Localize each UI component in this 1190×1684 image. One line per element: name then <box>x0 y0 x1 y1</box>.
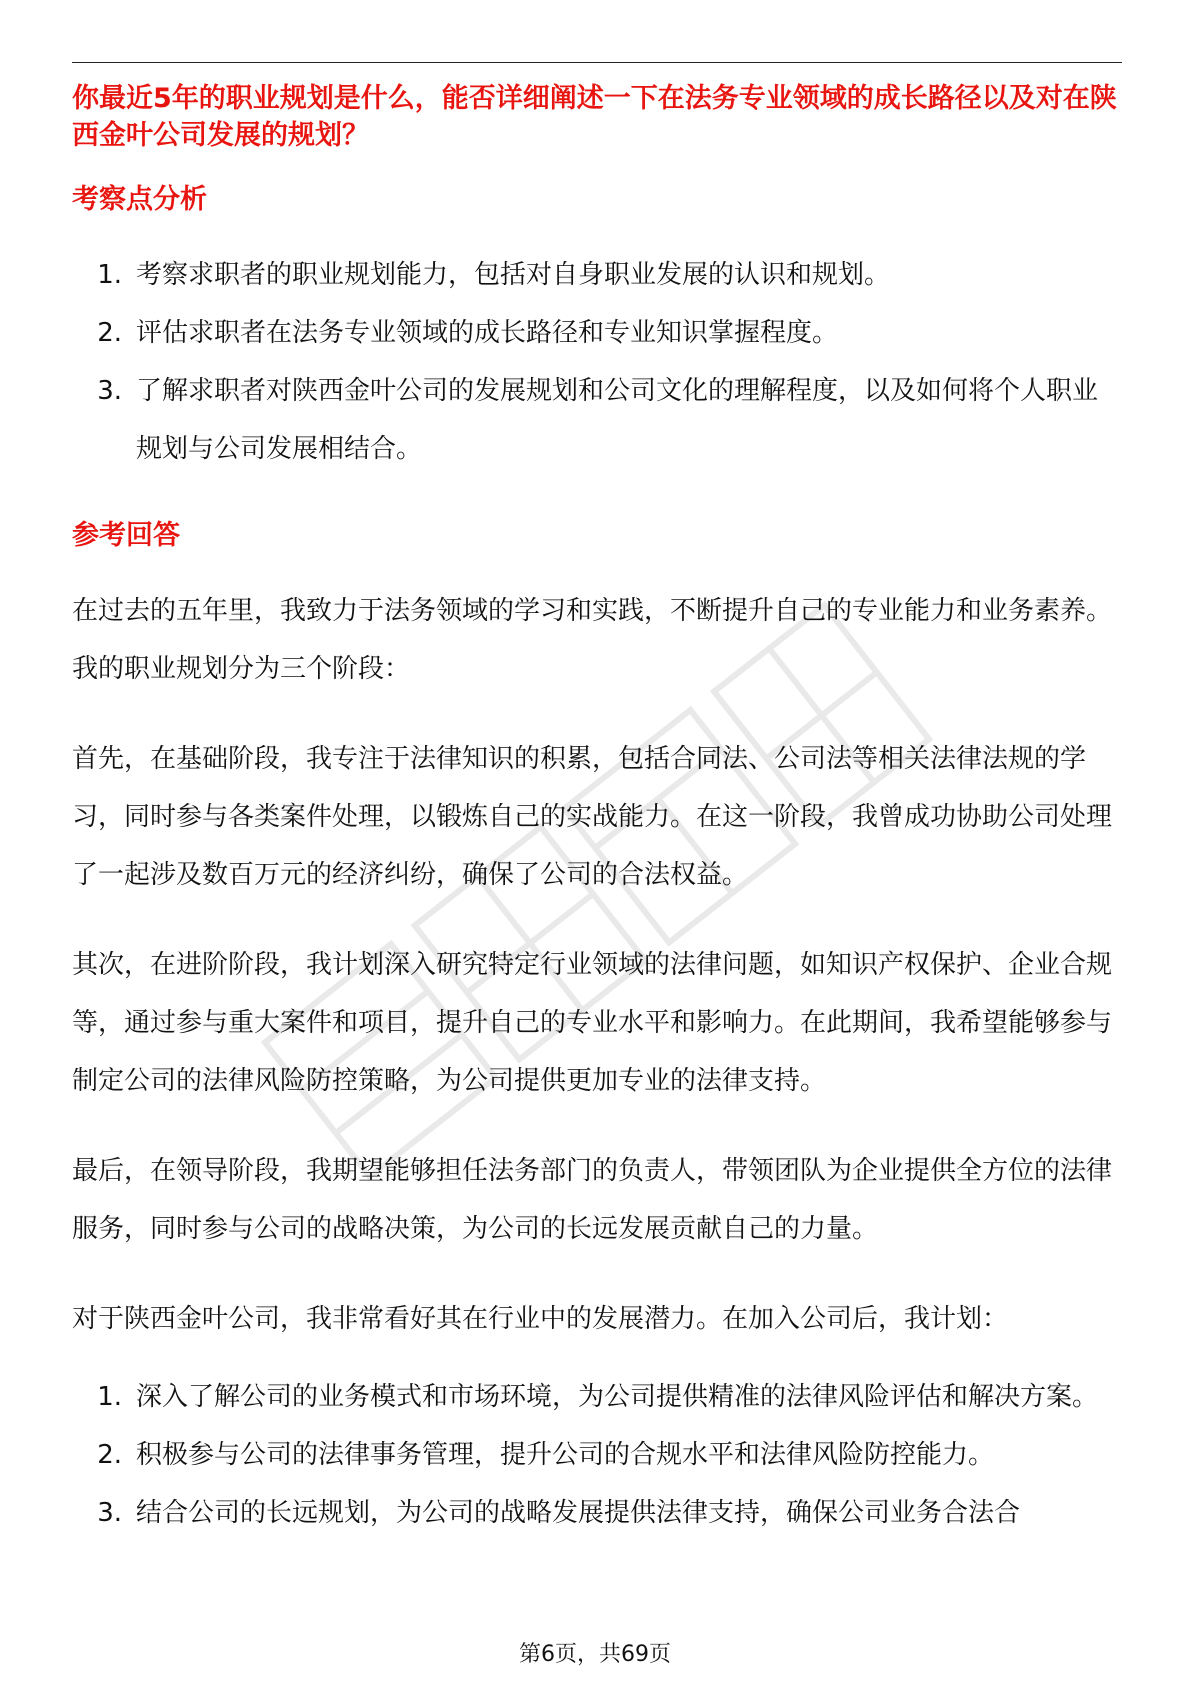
plan-list <box>72 1368 1122 1542</box>
list-number: 1. <box>97 260 122 290</box>
answer-paragraph: 对于陕西金叶公司，我非常看好其在行业中的发展潜力。在加入公司后，我计划： <box>72 1304 1009 1334</box>
list-text: 结合公司的长远规划，为公司的战略发展提供法律支持，确保公司业务合法合 <box>136 1498 1021 1528</box>
list-number: 1. <box>97 1382 122 1412</box>
answer-paragraph: 其次，在进阶阶段，我计划深入研究特定行业领域的法律问题，如知识产权保护、企业合规等，通过参与重大案件和项目，提升自己的专业水平和影响力。在此期间，我希望能够参与制定公司的法律风险防控策略，为公司提供更加专业的法律支持。 <box>72 950 1113 1096</box>
list-item <box>72 362 1122 478</box>
list-text: 深入了解公司的业务模式和市场环境，为公司提供精准的法律风险评估和解决方案。 <box>136 1382 1099 1412</box>
list-text: 了解求职者对陕西金叶公司的发展规划和公司文化的理解程度，以及如何将个人职业规划与公司发展相结合。 <box>136 376 1099 464</box>
list-number: 2. <box>97 1440 122 1470</box>
analysis-list <box>72 246 1122 478</box>
header-rule <box>72 62 1122 63</box>
list-item <box>72 304 1122 362</box>
answer-title: 参考回答 <box>72 520 180 551</box>
list-item <box>72 246 1122 304</box>
question-heading: 你最近5年的职业规划是什么，能否详细阐述一下在法务专业领域的成长路径以及对在陕西金叶公司发展的规划？ <box>72 83 1117 151</box>
list-number: 2. <box>97 318 122 348</box>
analysis-title: 考察点分析 <box>72 184 207 215</box>
answer-paragraph: 首先，在基础阶段，我专注于法律知识的积累，包括合同法、公司法等相关法律法规的学习，同时参与各类案件处理，以锻炼自己的实战能力。在这一阶段，我曾成功协助公司处理了一起涉及数百万元的经济纠纷，确保了公司的合法权益。 <box>72 744 1113 890</box>
list-number: 3. <box>97 1498 122 1528</box>
list-text: 积极参与公司的法律事务管理，提升公司的合规水平和法律风险防控能力。 <box>136 1440 995 1470</box>
list-item <box>72 1484 1122 1542</box>
page-footer: 第6页，共69页 <box>519 1642 671 1667</box>
list-item <box>72 1426 1122 1484</box>
answer-paragraph: 在过去的五年里，我致力于法务领域的学习和实践，不断提升自己的专业能力和业务素养。我的职业规划分为三个阶段： <box>72 596 1113 684</box>
document-body <box>72 80 1122 1582</box>
list-text: 评估求职者在法务专业领域的成长路径和专业知识掌握程度。 <box>136 318 839 348</box>
list-text: 考察求职者的职业规划能力，包括对自身职业发展的认识和规划。 <box>136 260 891 290</box>
list-item <box>72 1368 1122 1426</box>
list-number: 3. <box>97 376 122 406</box>
answer-paragraph: 最后，在领导阶段，我期望能够担任法务部门的负责人，带领团队为企业提供全方位的法律服务，同时参与公司的战略决策，为公司的长远发展贡献自己的力量。 <box>72 1156 1113 1244</box>
